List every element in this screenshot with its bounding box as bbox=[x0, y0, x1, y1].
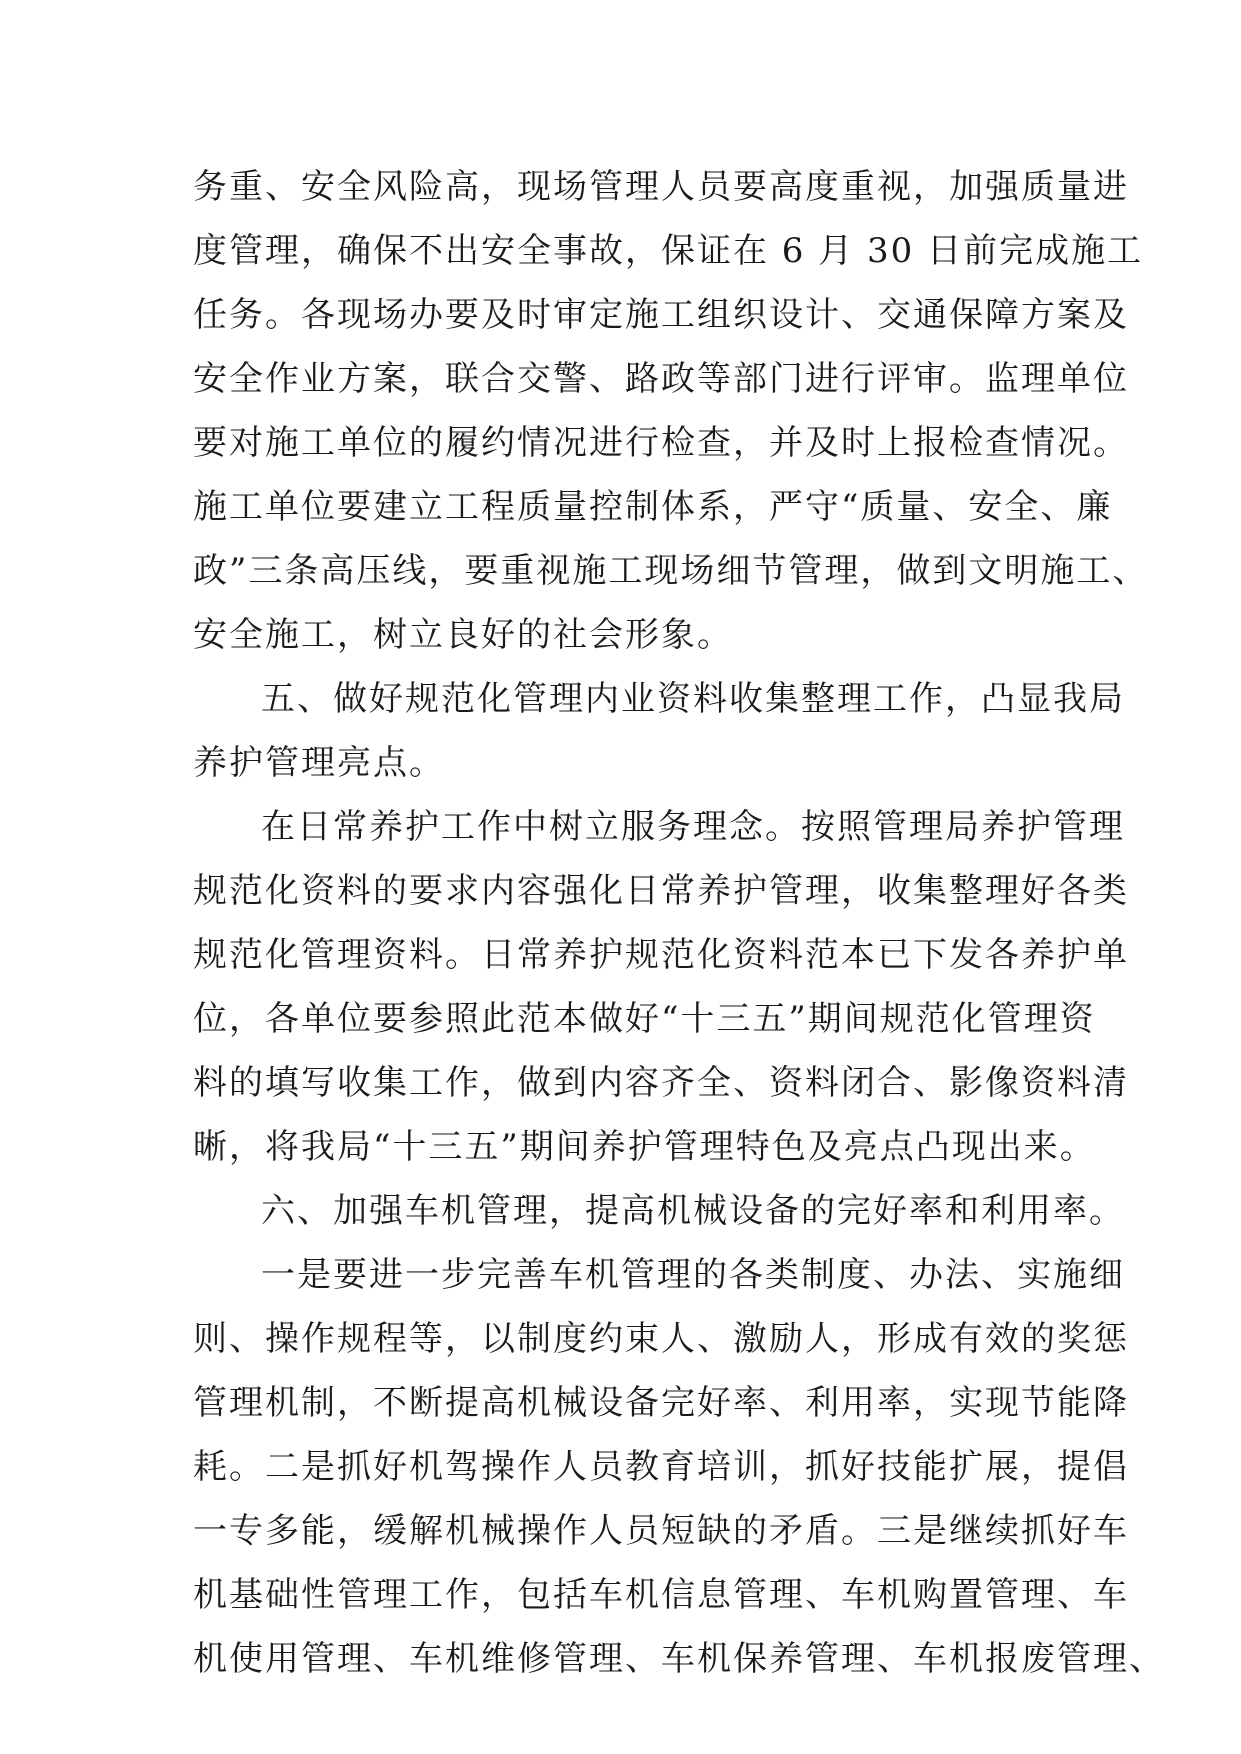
text-line: 机使用管理、车机维修管理、车机保养管理、车机报废管理、 bbox=[193, 1639, 1165, 1679]
text-line: 要对施工单位的履约情况进行检查，并及时上报检查情况。 bbox=[193, 423, 1129, 463]
text-line: 规范化资料的要求内容强化日常养护管理，收集整理好各类 bbox=[193, 871, 1129, 911]
text-line: 务重、安全风险高，现场管理人员要高度重视，加强质量进 bbox=[193, 167, 1129, 207]
text-line: 施工单位要建立工程质量控制体系，严守“质量、安全、廉 bbox=[193, 487, 1113, 527]
text-line: 安全施工，树立良好的社会形象。 bbox=[193, 615, 733, 655]
text-line: 规范化管理资料。日常养护规范化资料范本已下发各养护单 bbox=[193, 935, 1129, 975]
text-line: 一是要进一步完善车机管理的各类制度、办法、实施细 bbox=[261, 1255, 1125, 1295]
text-line: 五、做好规范化管理内业资料收集整理工作，凸显我局 bbox=[261, 679, 1125, 719]
text-line: 则、操作规程等，以制度约束人、激励人，形成有效的奖惩 bbox=[193, 1319, 1129, 1359]
text-line: 政”三条高压线，要重视施工现场细节管理，做到文明施工、 bbox=[193, 551, 1149, 591]
text-line: 安全作业方案，联合交警、路政等部门进行评审。监理单位 bbox=[193, 359, 1129, 399]
text-line: 机基础性管理工作，包括车机信息管理、车机购置管理、车 bbox=[193, 1575, 1129, 1615]
text-line: 养护管理亮点。 bbox=[193, 743, 445, 783]
text-line: 任务。各现场办要及时审定施工组织设计、交通保障方案及 bbox=[193, 295, 1129, 335]
text-line: 在日常养护工作中树立服务理念。按照管理局养护管理 bbox=[261, 807, 1125, 847]
text-line: 六、加强车机管理，提高机械设备的完好率和利用率。 bbox=[261, 1191, 1125, 1231]
text-line: 一专多能，缓解机械操作人员短缺的矛盾。三是继续抓好车 bbox=[193, 1511, 1129, 1551]
text-line: 管理机制，不断提高机械设备完好率、利用率，实现节能降 bbox=[193, 1383, 1129, 1423]
text-line: 料的填写收集工作，做到内容齐全、资料闭合、影像资料清 bbox=[193, 1063, 1129, 1103]
document-body bbox=[193, 155, 1165, 1691]
text-line: 位，各单位要参照此范本做好“十三五”期间规范化管理资 bbox=[193, 999, 1096, 1039]
text-line: 耗。二是抓好机驾操作人员教育培训，抓好技能扩展，提倡 bbox=[193, 1447, 1129, 1487]
text-line: 度管理，确保不出安全事故，保证在 6 月 30 日前完成施工 bbox=[193, 231, 1144, 271]
text-line: 晰，将我局“十三五”期间养护管理特色及亮点凸现出来。 bbox=[193, 1127, 1096, 1167]
